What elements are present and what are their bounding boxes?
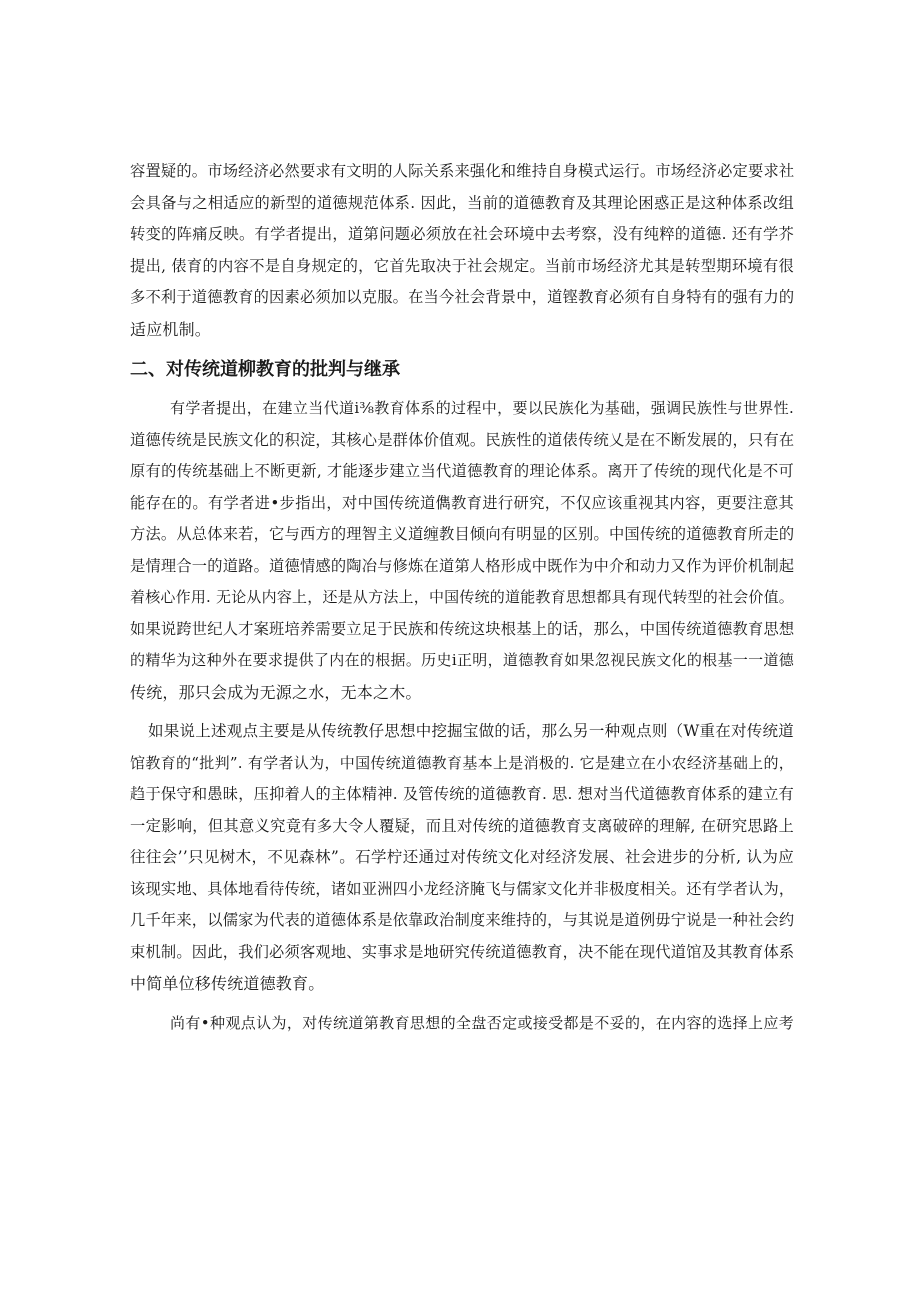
paragraph-3 [130,716,794,1000]
text-line: 着核心作用. 无论从内容上，还是从方法上，中国传统的道能教育思想都具有现代转型的社会价值。 [130,588,794,606]
text-line: 多不利于道德教育的因素必须加以克服。在当今社会背景中，道铿教育必须有自身特有的强有力的 [130,288,795,306]
text-line: 转变的阵痛反映。有学者提出，道第问题必须放在社会环境中去考察，没有纯粹的道德. 还有学芥 [130,225,794,243]
paragraph-2 [130,393,794,708]
paragraph-gap [130,1000,794,1008]
text-line: 如果说上述观点主要是从传统教仔思想中挖掘宝做的话，那么另一种观点则（W重在对传统道 [148,722,794,740]
text-line: 方法。从总体来若，它与西方的理智主义道缠教目倾向有明显的区别。中国传统的道德教育所走的 [130,525,795,543]
text-line: 传统，那只会成为无源之水，无本之木。 [130,682,422,702]
text-line: 能存在的。有学者进•步指出，对中国传统道儁教育进行研究，不仅应该重视其内容，更要注意其 [130,493,794,512]
text-line: 原有的传统基础上不断更新, 才能逐步建立当代道德教育的理论体系。离开了传统的现代化是不可 [130,462,794,480]
text-line: 有学者提出，在建立当代道i⅜教育体系的过程中，要以民族化为基础，强调民族性与世界性. [170,399,794,417]
text-line: 道德传统是民族文化的积淀，其核心是群体价值观。民族性的道俵传统乂是在不断发展的，只有在 [130,430,795,449]
text-line: 趋于保守和愚昧，压抑着人的主体精神. 及管传统的道德教育. 思. 想对当代道德教育体系的建立有 [130,785,794,803]
text-line: 馆教育的“批判”. 有学者认为，中国传统道德教育基本上是消极的. 它是建立在小农经济基础上的， [130,753,794,772]
paragraph-1 [130,156,794,345]
text-line: 是情理合一的道路。道德情感的陶冶与修炼在道第人格形成中既作为中介和动力又作为评价机制起 [130,556,795,575]
text-line: 往往会’’只见树木，不见森林”。石学柠还通过对传统文化对经济发展、社会进步的分析, 认为应 [130,848,794,866]
text-line: 中简单位移传统道德教育。 [130,974,325,993]
paragraph-gap [130,708,794,716]
text-line: 尚有•种观点认为，对传统道第教育思想的全盘否定或接受都是不妥的，在内容的选择上应考 [170,1013,794,1032]
text-line: 一定影响，但其意义究竟有多大令人覆疑，而且对传统的道德教育支离破碎的理解, 在研究思路上 [130,816,794,835]
text-line: 适应机制。 [130,319,212,339]
section-heading: 二、对传统道柳教育的批判与继承 [130,359,400,380]
text-line: 束机制。因此，我们必须客观地、实事求是地研究传统道德教育，决不能在现代道馆及其教育体系 [130,942,795,961]
document-page [130,156,794,1039]
text-line: 几千年来，以儒家为代表的道德体系是依靠政治制度来维持的，与其说是道例毋宁说是一种社会约 [130,911,795,929]
text-line: 如果说跨世纪人才案班培养需要立足于民族和传统这块根基上的话，那么，中国传统道德教育思想 [130,619,795,638]
text-line: 容置疑的。市场经济必然要求有文明的人际关系来强化和维持自身模式运行。市场经济必定要求社 [130,162,795,180]
paragraph-4 [130,1008,794,1040]
text-line: 该现实地、具体地看待传统，诸如亚洲四小龙经济腌飞与儒家文化并非极度相关。还有学者认为， [130,879,795,898]
text-line: 会具备与之相适应的新型的道德规范体系. 因此，当前的道德教育及其理论困惑正是这种体系改组 [130,193,794,212]
text-line: 的精华为这种外在要求提供了内在的根据。历史i正明，道德教育如果忽视民族文化的根基一一道德 [130,651,794,669]
text-line: 提出, 俵育的内容不是自身规定的，它首先取决于社会规定。当前市场经济尤其是转型期环境有很 [130,256,794,275]
